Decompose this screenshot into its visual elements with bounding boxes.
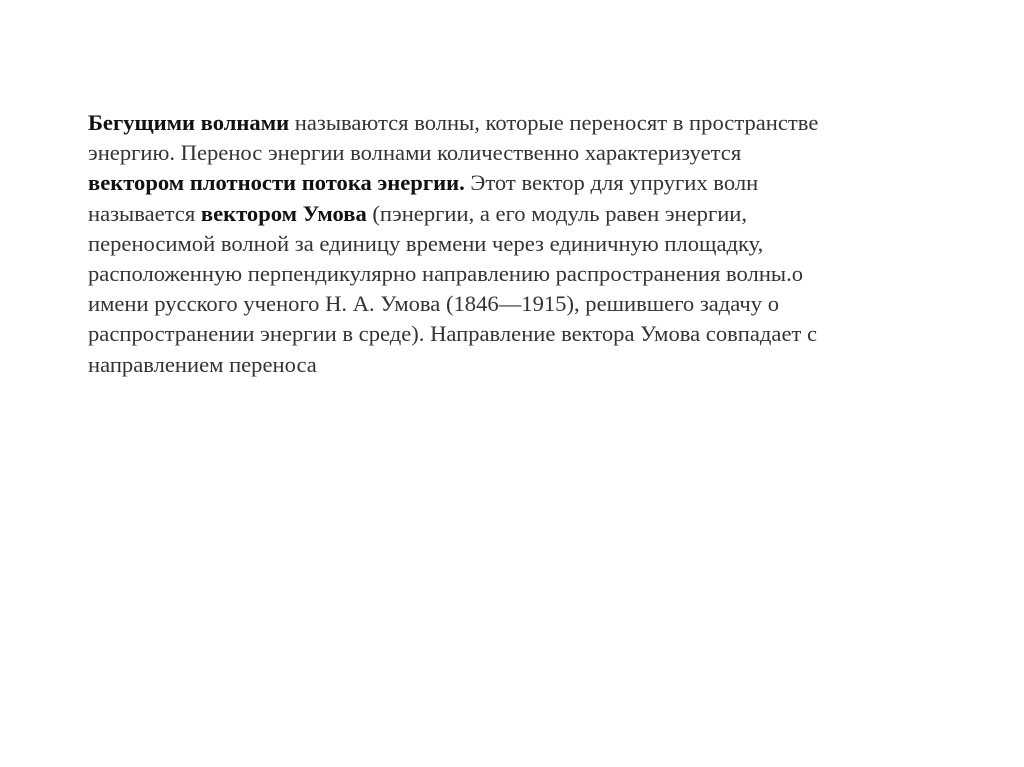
body-paragraph bbox=[88, 108, 968, 380]
text-line bbox=[88, 199, 968, 229]
text-run: Этот вектор для упругих волн bbox=[464, 170, 759, 196]
text-run: распространении энергии в среде). Направление вектора Умова совпадает с bbox=[88, 321, 818, 347]
text-line bbox=[88, 289, 968, 319]
text-run: расположенную перпендикулярно направлению распространения волны.о bbox=[88, 261, 804, 287]
text-run: имени русского ученого Н. А. Умова (1846—1915), решившего задачу о bbox=[88, 291, 780, 317]
text-line bbox=[88, 319, 968, 349]
text-run: переносимой волной за единицу времени через единичную площадку, bbox=[88, 230, 764, 256]
text-run: называется bbox=[88, 200, 201, 226]
text-run: называются волны, которые переносят в пространстве bbox=[289, 110, 819, 135]
text-line bbox=[88, 229, 968, 259]
text-run: энергию. Перенос энергии волнами количественно характеризуется bbox=[88, 140, 742, 166]
text-run: направлением переноса bbox=[88, 351, 317, 377]
text-run: (пэнергии, а его модуль равен энергии, bbox=[366, 200, 748, 226]
term-traveling-waves: Бегущими волнами bbox=[88, 110, 290, 135]
text-line bbox=[88, 168, 968, 198]
text-line bbox=[88, 138, 968, 168]
term-energy-flux-density-vector: вектором плотности потока энергии. bbox=[88, 170, 465, 196]
text-line bbox=[88, 259, 968, 289]
text-line bbox=[88, 350, 968, 380]
term-umov-vector: вектором Умова bbox=[200, 200, 367, 226]
text-line bbox=[88, 108, 968, 138]
